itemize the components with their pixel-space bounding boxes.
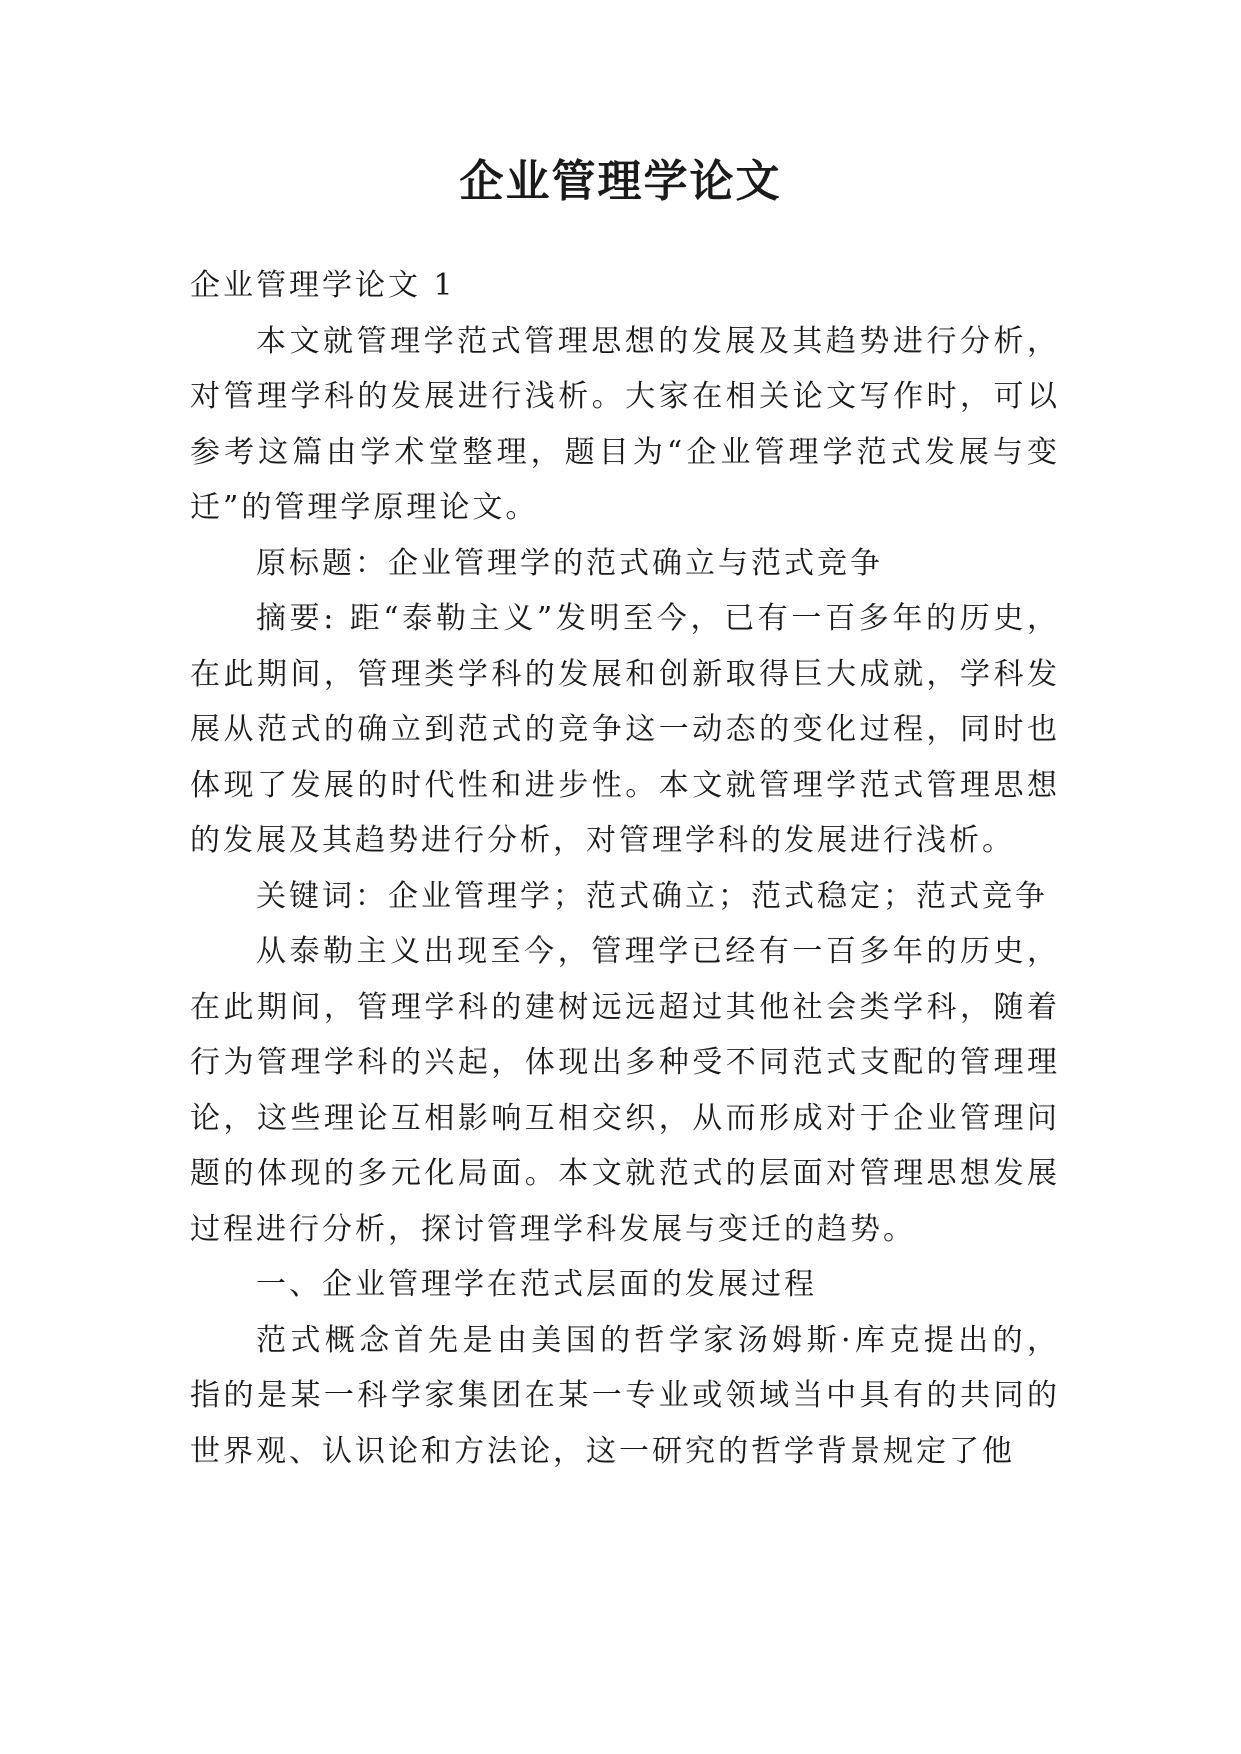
paragraph-abstract: 摘要: 距“泰勒主义”发明至今，已有一百多年的历史，在此期间，管理类学科的发展和创新取得巨大成就，学科发展从范式的确立到范式的竞争这一动态的变化过程，同时也体现了发展的时代性和进步性。本文就管理学范式管理思想的发展及其趋势进行分析，对管理学科的发展进行浅析。 xyxy=(190,601,1060,858)
subsection-heading: 一、企业管理学在范式层面的发展过程 xyxy=(256,1267,817,1302)
document-title: 企业管理学论文 xyxy=(459,156,782,207)
document-body xyxy=(190,258,1060,1479)
paragraph-body-2: 范式概念首先是由美国的哲学家汤姆斯·库克提出的，指的是某一科学家集团在某一专业或领域当中具有的共同的世界观、认识论和方法论，这一研究的哲学背景规定了他 xyxy=(190,1322,1060,1469)
paragraph-body-1: 从泰勒主义出现至今，管理学已经有一百多年的历史，在此期间，管理学科的建树远远超过其他社会类学科，随着行为管理学科的兴起，体现出多种受不同范式支配的管理理论，这些理论互相影响互相交织，从而形成对于企业管理问题的体现的多元化局面。本文就范式的层面对管理思想发展过程进行分析，探讨管理学科发展与变迁的趋势。 xyxy=(190,934,1060,1247)
section-heading: 企业管理学论文 1 xyxy=(190,268,456,303)
paragraph-original-title: 原标题：企业管理学的范式确立与范式竞争 xyxy=(256,545,883,581)
paragraph-intro: 本文就管理学范式管理思想的发展及其趋势进行分析，对管理学科的发展进行浅析。大家在相关论文写作时，可以参考这篇由学术堂整理，题目为“企业管理学范式发展与变迁”的管理学原理论文。 xyxy=(190,323,1060,525)
paragraph-keywords: 关键词：企业管理学；范式确立；范式稳定；范式竞争 xyxy=(256,878,1048,914)
